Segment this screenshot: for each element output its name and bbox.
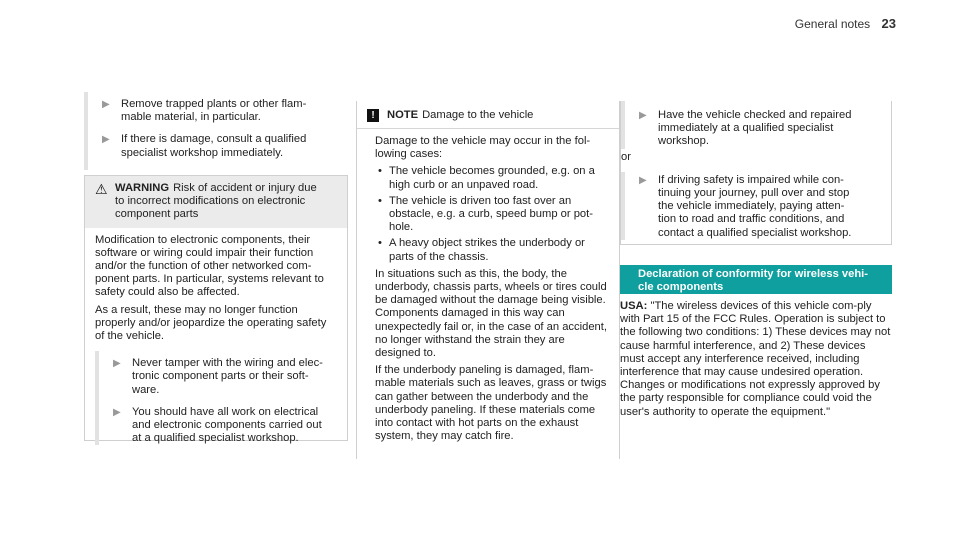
list-item: • The vehicle becomes grounded, e.g. on a high curb or an unpaved road. [375, 165, 609, 191]
left-top-box [84, 92, 348, 170]
declaration-heading: Declaration of conformity for wireless vehi- cle components [620, 265, 892, 294]
warning-box [84, 175, 348, 445]
section-title: General notes [794, 17, 871, 31]
list-item: • The vehicle is driven too fast over an obstacle, e.g. a curb, speed bump or pot-hole. [375, 195, 609, 235]
note-intro: Damage to the vehicle may occur in the fol-lowing cases: [375, 135, 591, 161]
usa-label: USA: [620, 300, 648, 312]
note-paragraph-2: If the underbody paneling is damaged, flam-mable materials such as leaves, grass or twigs can gather between the underbody and the underbody paneling. If these materials come into contact with hot parts on the exhaust system, they may catch fire. [375, 364, 607, 443]
warning-body-1: Modification to electronic components, their software or wiring could impair their function and/or the function of other networked com-ponent parts. In particular, systems relevant to safety could also be affected. [95, 233, 324, 299]
arrow-icon: ▶ [102, 99, 110, 110]
list-item: ▶ Remove trapped plants or other flam- mable material, in particular. [102, 98, 307, 124]
arrow-icon: ▶ [102, 134, 110, 146]
declaration-body [620, 300, 892, 419]
arrow-icon: ▶ [639, 174, 647, 186]
or-text: or [621, 150, 631, 163]
arrow-icon: ▶ [113, 406, 121, 418]
list-item: • A heavy object strikes the underbody or parts of the chassis. [375, 237, 609, 263]
warning-header [85, 176, 347, 228]
note-paragraph-1: In situations such as this, the body, the underbody, chassis parts, wheels or tires could be damaged without the damage being visible. Components damaged in this way can unexpectedly fail or, in the case of an accident, no longer withstand the strain they are designed to. [375, 267, 607, 360]
exclamation-icon: ! [367, 109, 379, 122]
note-header [357, 101, 619, 129]
page-header [795, 16, 896, 31]
right-top-box [620, 101, 892, 245]
declaration-text: "The wireless devices of this vehicle com-ply with Part 15 of the FCC Rules. Operation is subject to the following two conditions: 1) These devices may not cause harmful interference, and 2) These devices must accept any interference received, including interference that may cause undesired operation. Changes or modifications not expressly approved by the party responsible for compliance could void the user's authority to operate the equipment." [620, 300, 891, 418]
list-item: ▶ If driving safety is impaired while con- tinuing your journey, pull over and stop the vehicle immediately, paying atten- tion to road and traffic conditions, and contact a qualified specialist workshop. [639, 173, 852, 239]
list-item: ▶ Have the vehicle checked and repaired immediately at a qualified specialist workshop. [639, 109, 852, 148]
list-item: ▶ Never tamper with the wiring and elec- tronic component parts or their soft- ware. [113, 357, 323, 396]
note-text: Damage to the vehicle [422, 109, 534, 121]
list-item: ▶ If there is damage, consult a qualified specialist workshop immediately. [102, 133, 307, 159]
warning-text: Risk of accident or injury due to incorrect modifications on electronic component parts [115, 182, 317, 221]
list-item: ▶ You should have all work on electrical and electronic components carried out at a qualified specialist workshop. [113, 405, 322, 445]
arrow-icon: ▶ [639, 110, 647, 121]
note-list [375, 165, 609, 263]
arrow-icon: ▶ [113, 358, 121, 370]
warning-body-2: As a result, these may no longer function properly and/or jeopardize the operating safety of the vehicle. [95, 303, 327, 343]
note-title: NOTE [387, 109, 419, 121]
warning-bullets [95, 351, 347, 445]
page-number: 23 [881, 16, 896, 31]
warning-triangle-icon: ⚠ [95, 181, 108, 197]
note-box [356, 101, 620, 459]
warning-title: WARNING [115, 182, 170, 194]
